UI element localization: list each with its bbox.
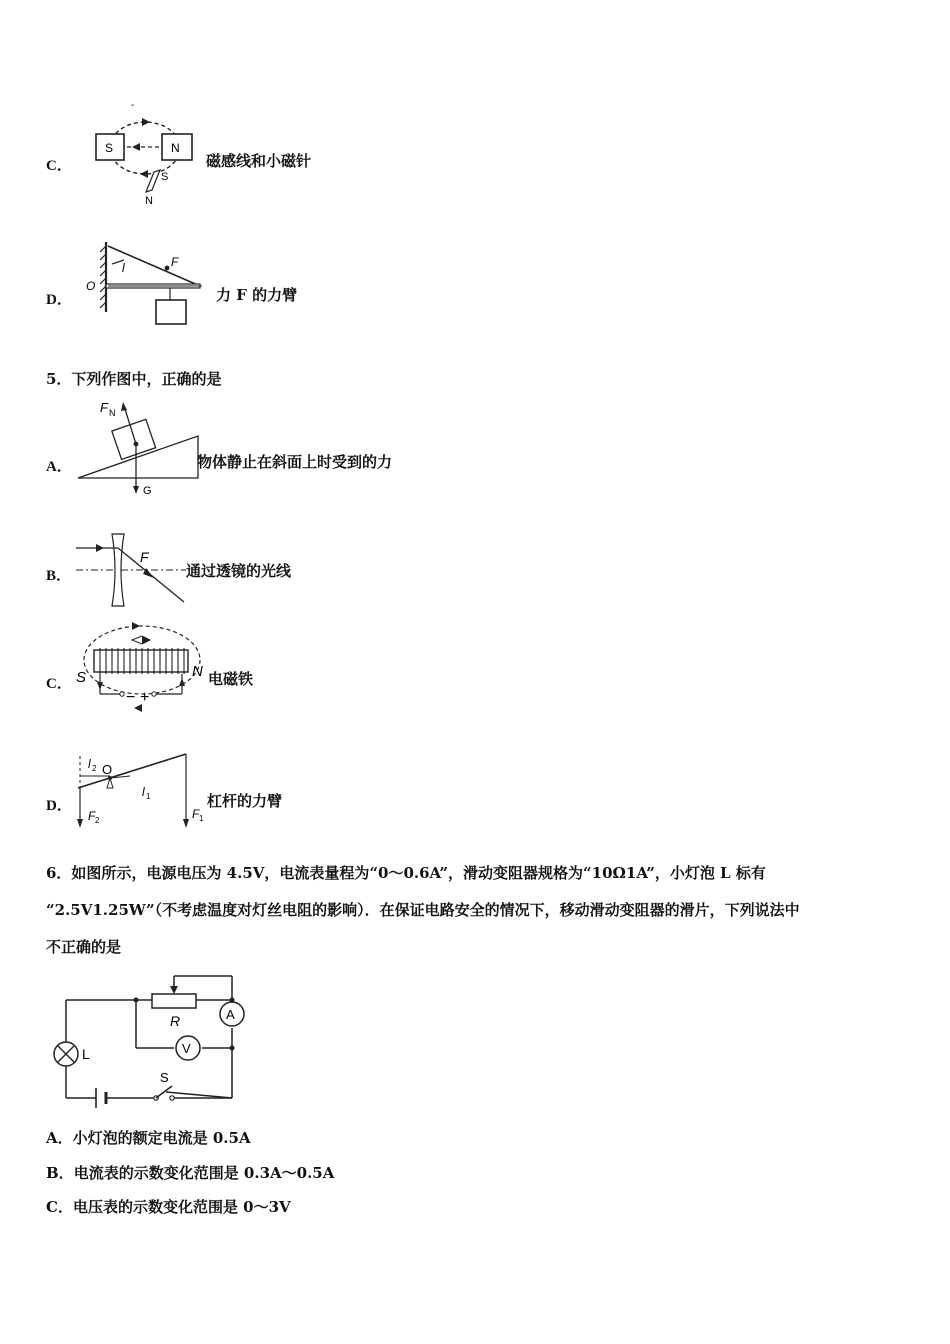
q6-stem-line3: 不正确的是 [46, 938, 122, 956]
q4-d-label: D． [46, 292, 72, 308]
q5-a-incline-figure [76, 398, 201, 498]
q5-c-minus: − [126, 689, 136, 706]
q5-stem: 5．下列作图中，正确的是 [46, 370, 222, 388]
lever-arm-l: l [122, 261, 125, 275]
q5-a-g: G [143, 485, 152, 497]
needle-s-text: S [161, 171, 169, 183]
q5-a-desc: 物体静止在斜面上时受到的力 [197, 453, 393, 471]
q5-b-desc: 通过透镜的光线 [186, 562, 292, 580]
q5-d-o: O [102, 762, 113, 777]
q5-d-l2: l [88, 757, 91, 771]
lever-point-o: O [86, 279, 96, 293]
q6-option-a-label: A． [46, 1129, 73, 1147]
circuit-l: L [82, 1046, 90, 1062]
lever-force-f: F [171, 255, 179, 269]
q5-c-electromagnet-figure [74, 620, 210, 716]
q6-option-c-label: C． [46, 1198, 73, 1216]
q5-b-lens-figure [74, 530, 189, 610]
q6-stem-line1: 6．如图所示，电源电压为 4.5V，电流表量程为“0～0.6A”，滑动变阻器规格为“10Ω1A”，小灯泡 L 标有 [46, 864, 766, 882]
q5-d-l1-sub: 1 [146, 792, 151, 801]
q4-d-lever-figure [84, 238, 214, 330]
magnet-n-text: N [171, 141, 180, 155]
q6-circuit-figure [48, 968, 258, 1113]
needle-n-text: N [145, 195, 153, 207]
q5-d-f2: F [88, 809, 96, 823]
q6-option-b [46, 1166, 334, 1181]
q5-a-fn-sub: N [109, 408, 116, 418]
q5-a-fn: F [100, 400, 108, 415]
q4-d-desc: 力 F 的力臂 [216, 286, 298, 304]
q6-option-a-text: 小灯泡的额定电流是 0.5A [72, 1129, 251, 1147]
q5-d-lever-figure [76, 748, 211, 830]
rheostat-body [152, 994, 196, 1008]
q5-d-label: D． [46, 798, 72, 814]
circuit-r: R [170, 1013, 181, 1029]
q5-d-f1: F [192, 807, 200, 821]
q5-d-l1: l [142, 785, 145, 799]
q5-d-desc: 杠杆的力臂 [207, 792, 283, 810]
q5-c-n: N [192, 663, 203, 680]
circuit-s: S [160, 1070, 169, 1085]
q6-option-b-label: B． [46, 1164, 74, 1182]
q5-d-f2-sub: 2 [95, 816, 100, 825]
q5-c-desc: 电磁铁 [208, 670, 254, 688]
q5-b-f: F [140, 549, 149, 565]
q4-c-desc: 磁感线和小磁针 [206, 152, 312, 170]
svg-text:-: - [131, 100, 135, 111]
q4-c-magnet-figure [90, 100, 210, 210]
q5-c-plus: + [140, 689, 150, 706]
q6-option-c-text: 电压表的示数变化范围是 0～3V [72, 1198, 291, 1216]
q5-c-s: S [76, 669, 87, 686]
q4-c-label: C． [46, 158, 72, 174]
magnet-s-text: S [105, 141, 114, 155]
q5-d-f1-sub: 1 [199, 814, 204, 823]
q6-option-a [46, 1131, 251, 1146]
q6-stem-line2: “2.5V1.25W”（不考虑温度对灯丝电阻的影响）．在保证电路安全的情况下，移动滑动变阻器的滑片，下列说法中 [46, 901, 800, 919]
circuit-v: V [182, 1041, 191, 1056]
q6-option-b-text: 电流表的示数变化范围是 0.3A～0.5A [73, 1164, 335, 1182]
q5-d-l2-sub: 2 [92, 764, 97, 773]
q5-a-label: A． [46, 459, 72, 475]
circuit-a: A [226, 1007, 235, 1022]
q6-option-c [46, 1200, 291, 1215]
q5-b-label: B． [46, 568, 72, 584]
q5-c-label: C． [46, 676, 72, 692]
